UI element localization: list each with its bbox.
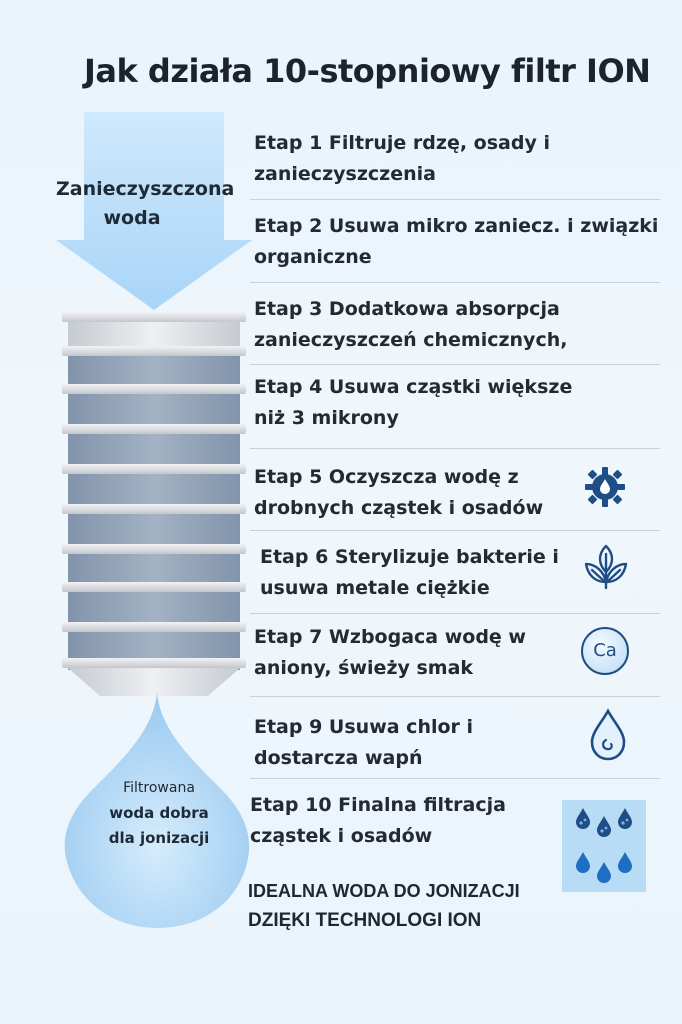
calcium-symbol: Ca	[593, 640, 617, 661]
step-7	[254, 622, 526, 684]
calcium-icon	[580, 626, 630, 676]
step-4-line2: niż 3 mikrony	[254, 407, 399, 429]
step-7-line2: aniony, świeży smak	[254, 657, 474, 679]
water-drop-icon	[588, 708, 628, 762]
step-6-line1: Etap 6 Sterylizuje bakterie i	[260, 546, 559, 568]
step-5-line2: drobnych cząstek i osadów	[254, 497, 544, 519]
step-10	[250, 790, 506, 852]
step-2	[254, 211, 658, 273]
inflow-label-line1: Zanieczyszczona	[56, 178, 235, 200]
step-3-line2: zanieczyszczeń chemicznych,	[254, 329, 568, 351]
page-title: Jak działa 10-stopniowy filtr ION	[84, 52, 651, 90]
outflow-label-line1: Filtrowana	[123, 780, 195, 796]
gear-drop-icon	[583, 465, 627, 509]
inflow-label	[56, 175, 235, 233]
divider	[250, 778, 660, 779]
step-3	[254, 294, 567, 356]
step-9	[254, 712, 473, 774]
step-9-line1: Etap 9 Usuwa chlor i	[254, 716, 474, 738]
step-2-line2: organiczne	[254, 246, 372, 268]
outflow-label	[86, 776, 232, 851]
step-5-line1: Etap 5 Oczyszcza wodę z	[254, 466, 519, 488]
step-9-line2: dostarcza wapń	[254, 747, 423, 769]
step-10-line1: Etap 10 Finalna filtracja	[250, 794, 506, 816]
step-5	[254, 462, 543, 524]
drops-panel-icon	[562, 800, 646, 892]
step-3-line1: Etap 3 Dodatkowa absorpcja	[254, 298, 560, 320]
step-1-line2: zanieczyszczenia	[254, 163, 436, 185]
divider	[250, 364, 660, 365]
step-6	[260, 542, 559, 604]
step-4	[254, 372, 572, 434]
step-4-line1: Etap 4 Usuwa cząstki większe	[254, 376, 573, 398]
step-2-line1: Etap 2 Usuwa mikro zaniecz. i związki	[254, 215, 659, 237]
outflow-label-line3: dla jonizacji	[108, 829, 210, 847]
final-note	[248, 876, 520, 936]
divider	[250, 448, 660, 449]
divider	[250, 530, 660, 531]
step-10-line2: cząstek i osadów	[250, 825, 433, 847]
final-note-line1: IDEALNA WODA DO JONIZACJI	[248, 881, 520, 901]
step-6-line2: usuwa metale ciężkie	[260, 577, 490, 599]
divider	[250, 696, 660, 697]
filter-cartridge	[62, 310, 246, 700]
final-note-line2: DZIĘKI TECHNOLOGI ION	[248, 910, 482, 931]
inflow-label-line2: woda	[103, 207, 161, 229]
step-1	[254, 128, 550, 190]
leaf-icon	[582, 542, 630, 592]
divider	[250, 199, 660, 200]
step-7-line1: Etap 7 Wzbogaca wodę w	[254, 626, 526, 648]
divider	[250, 282, 660, 283]
step-1-line1: Etap 1 Filtruje rdzę, osady i	[254, 132, 550, 154]
outflow-label-line2: woda dobra	[109, 804, 209, 822]
divider	[250, 613, 660, 614]
